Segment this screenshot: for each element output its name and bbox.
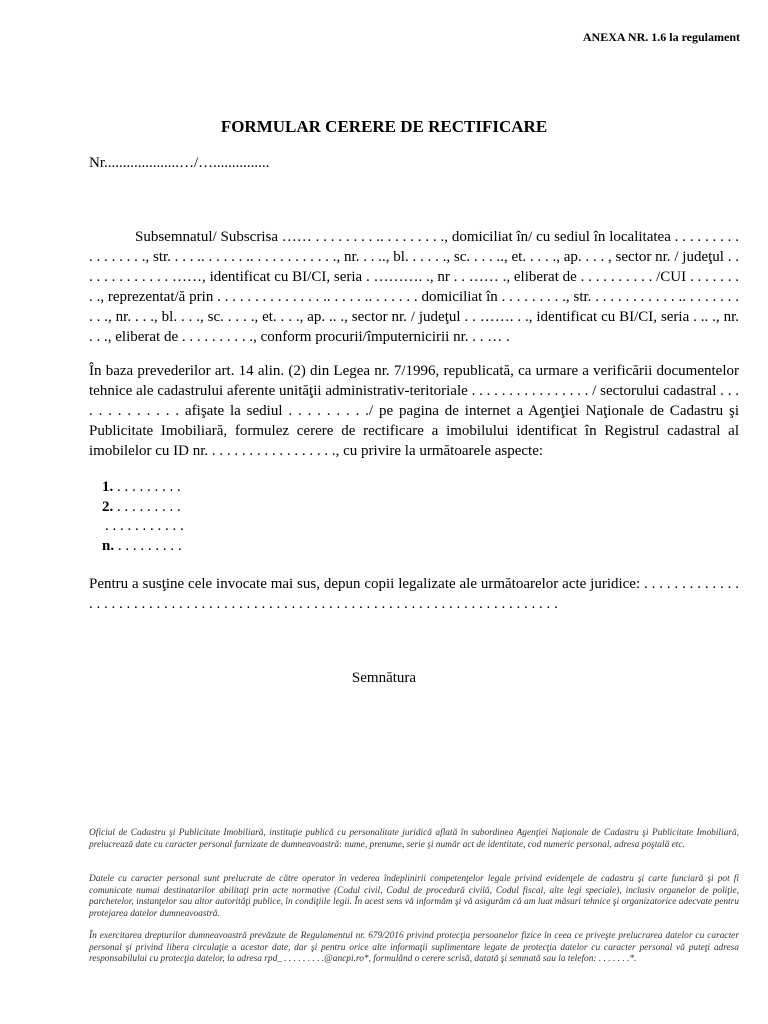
list-item	[102, 478, 184, 498]
list-item-number: 2.	[102, 498, 114, 515]
applicant-identification-paragraph: Subsemnatul/ Subscrisa …… . . . . . . . . .. . . . . . . . ., domiciliat în/ cu sediul în localitatea . . . . . . . . . . . . . . . . ., str. . . . .. . . . . . .. . . . . . . . . . . ., nr. . . .., bl. . . . . ., sc. . . . .., et. . . . ., ap. . . . , sector nr. / judeţul . . . . . . . . . . . . . ……, identificat cu BI/CI, seria . ………. ., nr . . …… ., eliberat de . . . . . . . . . . /CUI . . . . . . . . ., reprezentat/ă prin . . . . . . . . . . . . . . .. . . . . .. . . . . . . domiciliat în . . . . . . . . ., str. . . . . . . . . . . . .. . . . . . . . . . ., nr. . . ., bl. . . ., sc. . . . ., et. . . ., ap. .. ., sector nr. / judeţul . . ……. . ., identificat cu BI/CI, seria . .. ., nr. . . ., eliberat de . . . . . . . . . ., conform procurii/împuternicirii nr. . . … .	[89, 229, 739, 345]
footer-note-processing: Datele cu caracter personal sunt prelucrate de către operator în vederea îndeplinirii competenţelor legale privind evidenţele de cadastru şi carte funciară şi pot fi comunicate numai destinatarilor abilitaţi prin acte normative (Codul civil, Codul de procedură civilă, Codul fiscal, alte legi speciale), inclusiv organelor de poliţie, parchetelor, instanţelor sau altor autorităţi publice, în condiţiile legii. În acest sens vă informăm şi vă asigurăm că am luat măsuri tehnice şi organizatorice adecvate pentru protejarea datelor dumneavoastră.	[89, 874, 739, 919]
legal-basis-paragraph: În baza prevederilor art. 14 alin. (2) din Legea nr. 7/1996, republicată, ca urmare a verificării documentelor tehnice ale cadastrului aferente unităţii administrativ-teritoriale . . . . . . . . . . . . . . . . / sectorului cadastral . . . . . . . . . . . . . afişate la sediul . . . . . . . . ./ pe pagina de internet a Agenţiei Naţionale de Cadastru şi Publicitate Imobiliară, formulez cerere de rectificare a imobilului identificat în Registrul cadastral al imobilelor cu ID nr. . . . . . . . . . . . . . . . . ., cu privire la următoarele aspecte:	[89, 363, 739, 459]
list-item-dots: . . . . . . . . .	[113, 479, 181, 495]
list-item	[102, 537, 184, 557]
list-item-number: 1.	[102, 479, 114, 495]
aspects-list	[102, 478, 184, 556]
list-item-dots: . . . . . . . . .	[113, 498, 181, 515]
list-item-dots: . . . . . . . . .	[114, 537, 182, 554]
list-item-number: n.	[102, 537, 115, 554]
signature-label: Semnătura	[351, 670, 417, 686]
form-title: FORMULAR CERERE DE RECTIFICARE	[220, 117, 548, 136]
list-item	[102, 517, 184, 537]
supporting-documents-paragraph: Pentru a susţine cele invocate mai sus, depun copii legalizate ale următoarelor acte juridice: . . . . . . . . . . . . . . . . . . . . . . . . . . . . . . . . . . . . . . . . . . . . . . . . . . . . . . . . . . . . . . . . . . . . . . . . . . . .	[89, 576, 739, 612]
registration-number-line: Nr....................…/…...............	[89, 155, 270, 171]
footer-note-rights: În exercitarea drepturilor dumneavoastră prevăzute de Regulamentul nr. 679/2016 privind protecţia persoanelor fizice în ceea ce priveşte prelucrarea datelor cu caracter personal şi privind libera circulaţie a acestor date, dar şi pentru orice alte informaţii suplimentare legate de protecţia datelor cu caracter personal vă puteţi adresa responsabilului cu protecţia datelor, la adresa rpd_ . . . . . . . . .@ancpi.ro*, formulând o cerere scrisă, datată şi semnată sau la telefon: . . . . . . .*.	[89, 931, 739, 964]
list-item	[102, 498, 184, 518]
annex-label: ANEXA NR. 1.6 la regulament	[582, 30, 740, 44]
footer-note-operator: Oficiul de Cadastru şi Publicitate Imobiliară, instituţie publică cu personalitate juridică aflată în subordinea Agenţiei Naţionale de Cadastru şi Publicitate Imobiliară, prelucrează date cu caracter personal furnizate de dumneavoastră: nume, prenume, serie şi număr act de identitate, cod numeric personal, adresa poştală etc.	[89, 828, 739, 850]
list-item-dots: . . . . . . . . . . .	[105, 518, 184, 534]
